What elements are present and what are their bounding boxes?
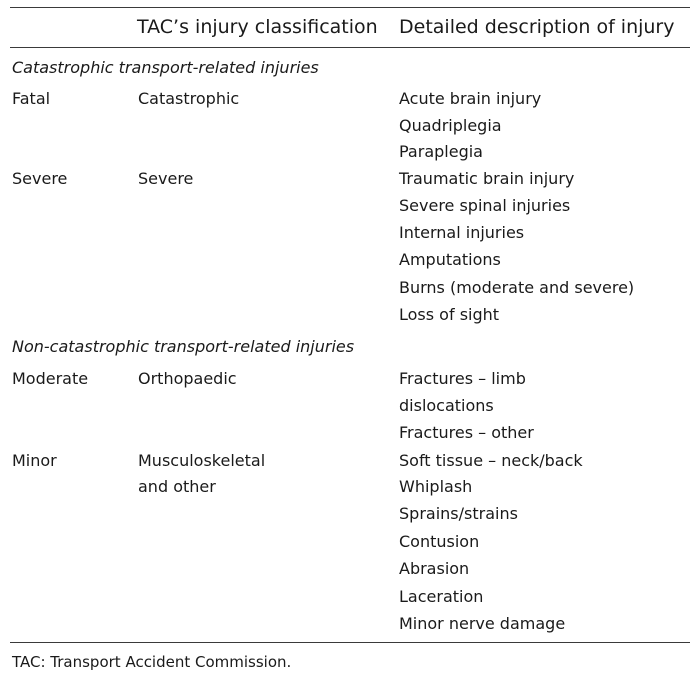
classification-cell: Orthopaedic (138, 369, 237, 388)
description-cell: Internal injuries (399, 223, 525, 242)
description-cell: Minor nerve damage (399, 614, 566, 633)
description-cell: dislocations (399, 396, 494, 415)
description-cell: Whiplash (399, 477, 473, 496)
description-cell: Quadriplegia (399, 116, 502, 135)
top-rule (10, 7, 690, 8)
description-cell: Paraplegia (399, 142, 483, 161)
description-cell: Amputations (399, 250, 501, 269)
classification-cell: Severe (138, 169, 194, 188)
description-cell: Severe spinal injuries (399, 196, 571, 215)
severity-cell: Fatal (12, 89, 51, 108)
description-cell: Burns (moderate and severe) (399, 278, 635, 297)
description-cell: Fractures – other (399, 423, 534, 442)
severity-cell: Severe (12, 169, 68, 188)
header-col-description: Detailed description of injury (399, 16, 675, 38)
description-cell: Abrasion (399, 559, 470, 578)
classification-cell: Catastrophic (138, 89, 240, 108)
header-col-classification: TAC’s injury classification (137, 16, 378, 38)
description-cell: Contusion (399, 532, 480, 551)
description-cell: Acute brain injury (399, 89, 542, 108)
description-cell: Traumatic brain injury (399, 169, 575, 188)
severity-cell: Moderate (12, 369, 89, 388)
severity-cell: Minor (12, 451, 57, 470)
classification-cell: Musculoskeletal (138, 451, 266, 470)
bottom-rule (10, 642, 690, 643)
description-cell: Soft tissue – neck/back (399, 451, 583, 470)
header-rule (10, 47, 690, 48)
section-title: Non-catastrophic transport-related injuries (12, 337, 355, 356)
description-cell: Laceration (399, 587, 484, 606)
section-title: Catastrophic transport-related injuries (12, 58, 319, 77)
description-cell: Loss of sight (399, 305, 500, 324)
description-cell: Fractures – limb (399, 369, 526, 388)
classification-cell: and other (138, 477, 216, 496)
table-footnote: TAC: Transport Accident Commission. (12, 653, 292, 671)
description-cell: Sprains/strains (399, 504, 518, 523)
